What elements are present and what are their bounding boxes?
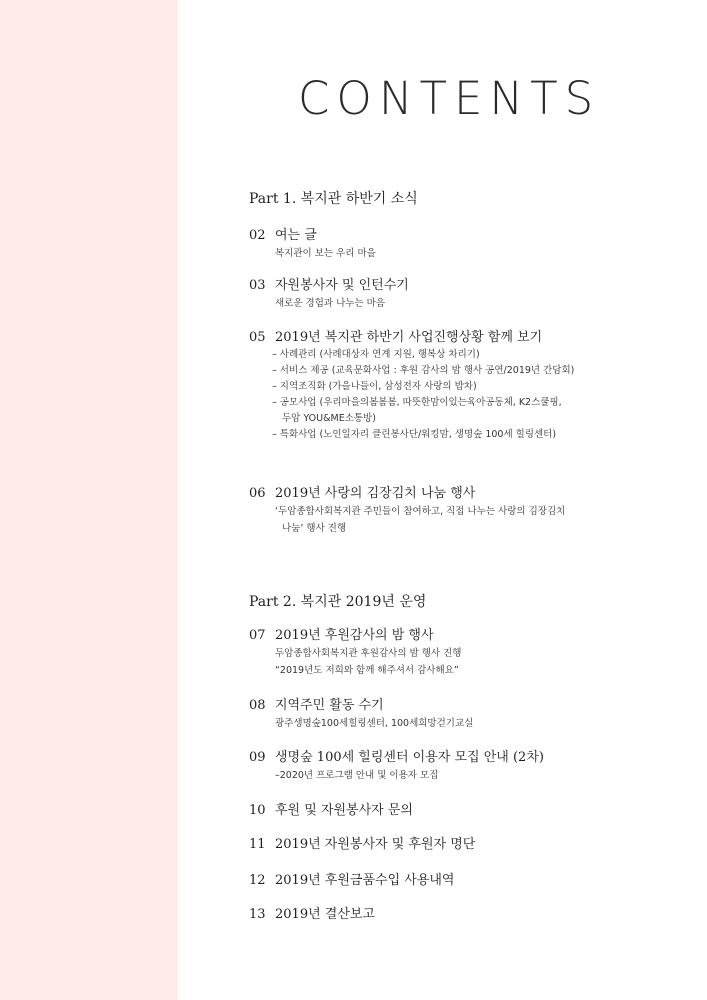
entry-title: 2019년 후원감사의 밤 행사	[275, 628, 434, 643]
entry-title: 2019년 사랑의 김장김치 나눔 행사	[275, 486, 476, 501]
entry-title: 자원봉사자 및 인턴수기	[275, 278, 409, 293]
entry-page-number: 07	[249, 628, 266, 643]
toc-entry-13[interactable]	[249, 906, 689, 924]
part1-heading: Part 1. 복지관 하반기 소식	[249, 191, 418, 207]
entry-title: 지역주민 활동 수기	[275, 698, 384, 713]
toc-entry-08[interactable]	[249, 697, 689, 732]
toc-entry-12[interactable]	[249, 872, 689, 890]
entry-subtitle: ‘두암종합사회복지관 주민들이 참여하고, 직접 나누는 사랑의 김장김치	[275, 506, 566, 517]
entry-subtitle: 두암종합사회복지관 후원감사의 밤 행사 진행	[275, 648, 462, 659]
entry-page-number: 05	[249, 330, 266, 345]
entry-title: 2019년 자원봉사자 및 후원자 명단	[275, 837, 476, 852]
entry-subtitle: –2020년 프로그램 안내 및 이용자 모집	[275, 770, 439, 781]
entry-subitem: – 서비스 제공 (교육문화사업 : 후원 감사의 밤 행사 공연/2019년 간담회)	[272, 365, 575, 376]
page-title: CONTENTS	[298, 72, 601, 125]
toc-entry-09[interactable]	[249, 749, 689, 784]
entry-subitem: – 공모사업 (우리마을의봄봄봄, 따뜻한맘이있는육아공동체, K2스쿨핑,	[272, 397, 562, 408]
entry-title: 후원 및 자원봉사자 문의	[275, 803, 413, 818]
toc-entry-06[interactable]	[249, 485, 689, 537]
entry-subitem: – 지역조직화 (가을나들이, 삼성전자 사랑의 밥차)	[272, 381, 477, 392]
decorative-side-band	[0, 0, 178, 1000]
entry-page-number: 13	[249, 907, 266, 922]
entry-page-number: 02	[249, 228, 266, 243]
toc-entry-03[interactable]	[249, 277, 689, 312]
entry-title: 여는 글	[275, 228, 317, 243]
entry-page-number: 11	[249, 837, 266, 852]
entry-subitem: – 특화사업 (노인일자리 클린봉사단/워킹맘, 생명숲 100세 힐링센터)	[272, 429, 557, 440]
toc-entry-10[interactable]	[249, 802, 689, 820]
entry-subtitle: 나눔’ 행사 진행	[282, 523, 347, 534]
entry-page-number: 06	[249, 486, 266, 501]
entry-subtitle: 광주생명숲100세힐링센터, 100세희망걷기교실	[275, 718, 474, 729]
entry-page-number: 09	[249, 750, 266, 765]
entry-subtitle: 복지관이 보는 우리 마을	[275, 248, 376, 259]
part2-heading: Part 2. 복지관 2019년 운영	[249, 594, 427, 610]
entry-page-number: 10	[249, 803, 266, 818]
toc-entry-05[interactable]	[249, 329, 689, 443]
entry-subitem: – 사례관리 (사례대상자 연계 지원, 행복상 차리기)	[272, 349, 480, 360]
entry-page-number: 12	[249, 873, 266, 888]
toc-entry-02[interactable]	[249, 227, 689, 262]
entry-title: 생명숲 100세 힐링센터 이용자 모집 안내 (2차)	[275, 750, 544, 765]
entry-title: 2019년 후원금품수입 사용내역	[275, 873, 455, 888]
entry-subtitle: 새로운 경험과 나누는 마음	[275, 298, 386, 309]
entry-title: 2019년 결산보고	[275, 907, 376, 922]
toc-entry-07[interactable]	[249, 627, 689, 679]
toc-entry-11[interactable]	[249, 836, 689, 854]
entry-page-number: 08	[249, 698, 266, 713]
entry-title: 2019년 복지관 하반기 사업진행상황 함께 보기	[275, 330, 543, 345]
entry-page-number: 03	[249, 278, 266, 293]
entry-subitem: 두암 YOU&ME소통방)	[282, 413, 376, 424]
entry-subtitle: “2019년도 저희와 함께 해주셔서 감사해요”	[275, 665, 459, 676]
